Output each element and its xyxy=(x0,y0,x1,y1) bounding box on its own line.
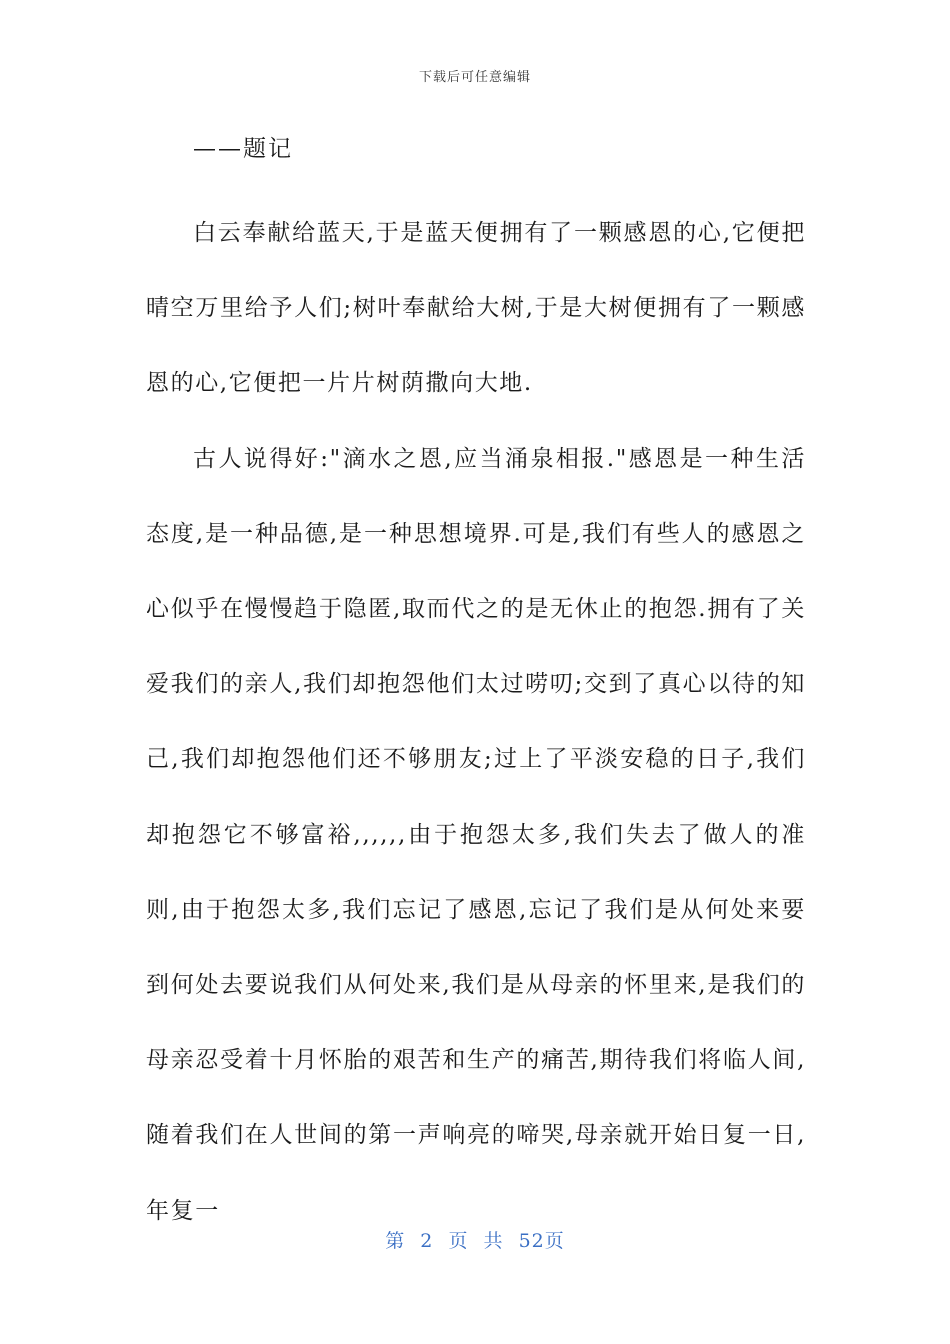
footer-label-ye: 页 xyxy=(448,1230,469,1252)
paragraph: 白云奉献给蓝天,于是蓝天便拥有了一颗感恩的心,它便把晴空万里给予人们;树叶奉献给大树,于是大树便拥有了一颗感恩的心,它便把一片片树荫撒向大地. xyxy=(146,220,806,397)
footer-total-pages: 52页 xyxy=(518,1230,565,1252)
footer-label-gong: 共 xyxy=(483,1230,504,1252)
epigraph-attribution: ——题记 xyxy=(193,136,293,162)
footer-label-di: 第 xyxy=(385,1230,406,1252)
footer-page-number: 2 xyxy=(420,1230,434,1252)
paragraph: 古人说得好:"滴水之恩,应当涌泉相报."感恩是一种生活态度,是一种品德,是一种思想境界.可是,我们有些人的感恩之心似乎在慢慢趋于隐匿,取而代之的是无休止的抱怨.拥有了关爱我们的亲人,我们却抱怨他们太过唠叨;交到了真心以待的知己,我们却抱怨他们还不够朋友;过上了平淡安稳的日子,我们却抱怨它不够富裕,,,,,,由于抱怨太多,我们失去了做人的准则,由于抱怨太多,我们忘记了感恩,忘记了我们是从何处来要到何处去要说我们从何处来,我们是从母亲的怀里来,是我们的母亲忍受着十月怀胎的艰苦和生产的痛苦,期待我们将临人间,随着我们在人世间的第一声响亮的啼哭,母亲就开始日复一日,年复一 xyxy=(146,445,806,1224)
page-footer xyxy=(0,1226,950,1253)
page-header-note: 下载后可任意编辑 xyxy=(418,70,531,85)
article-body xyxy=(146,196,806,1249)
